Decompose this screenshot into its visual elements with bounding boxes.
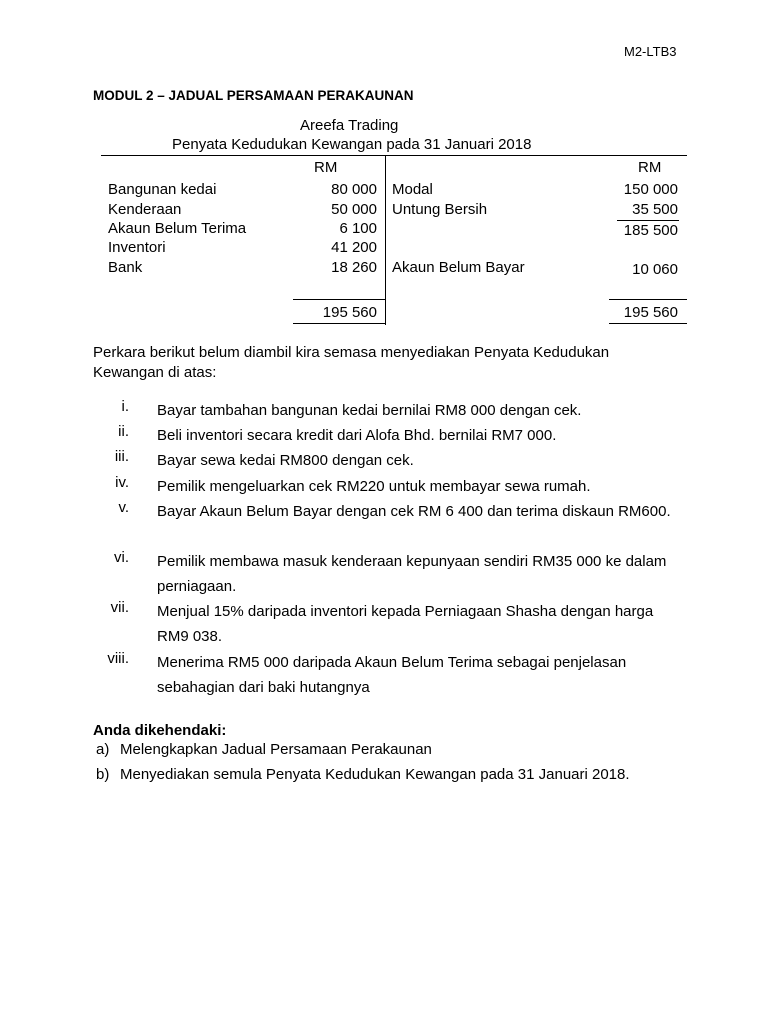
item-number: vi. [114,549,129,566]
item-text: Bayar Akaun Belum Bayar dengan cek RM 6 400 dan terima diskaun RM600. [157,503,671,520]
company-name: Areefa Trading [300,117,399,134]
asset-value: 6 100 [339,220,377,237]
requirement-text: Melengkapkan Jadual Persamaan Perakaunan [120,741,432,758]
liability-value: 35 500 [632,201,678,218]
liability-subtotal: 185 500 [623,222,678,239]
item-text: Pemilik membawa masuk kenderaan kepunyaan sendiri RM35 000 ke dalam perniagaan. [157,553,667,595]
asset-value: 18 260 [331,259,377,276]
item-text: Bayar tambahan bangunan kedai bernilai RM8 000 dengan cek. [157,402,582,419]
item-text: Menjual 15% daripada inventori kepada Perniagaan Shasha dengan harga RM9 038. [157,603,654,645]
total-left: 195 560 [322,304,377,321]
module-title: MODUL 2 – JADUAL PERSAMAAN PERAKAUNAN [93,88,414,103]
item-text: Pemilik mengeluarkan cek RM220 untuk membayar sewa rumah. [157,478,591,495]
table-top-rule [101,155,687,156]
liability-value: 10 060 [632,261,678,278]
item-text: Beli inventori secara kredit dari Alofa Bhd. bernilai RM7 000. [157,427,557,444]
total-rule-left-bottom [293,323,385,324]
subtotal-rule [617,220,679,221]
asset-label: Kenderaan [108,201,182,218]
item-number: v. [118,499,129,516]
liability-label: Modal [392,181,433,198]
asset-value: 50 000 [331,201,377,218]
item-number: i. [121,398,129,415]
total-rule-right-top [609,299,687,300]
asset-label: Akaun Belum Terima [108,220,247,237]
asset-value: 80 000 [331,181,377,198]
intro-paragraph: Perkara berikut belum diambil kira semasa menyediakan Penyata Kedudukan Kewangan di atas: [93,344,610,381]
requirement-text: Menyediakan semula Penyata Kedudukan Kewangan pada 31 Januari 2018. [120,766,630,783]
statement-title: Penyata Kedudukan Kewangan pada 31 Januari 2018 [172,136,532,153]
page-code: M2-LTB3 [624,44,677,59]
item-text: Menerima RM5 000 daripada Akaun Belum Terima sebagai penjelasan sebahagian dari baki hutangnya [157,654,627,696]
item-number: vii. [110,599,129,616]
liability-label: Untung Bersih [392,201,488,218]
total-right: 195 560 [623,304,678,321]
requirement-label: b) [96,766,110,783]
item-text: Bayar sewa kedai RM800 dengan cek. [157,452,414,469]
item-number: ii. [118,423,129,440]
liability-label: Akaun Belum Bayar [392,259,525,276]
asset-label: Bangunan kedai [108,181,217,198]
requirement-label: a) [96,741,110,758]
total-rule-right-bottom [609,323,687,324]
currency-right: RM [638,159,662,176]
table-center-divider [385,155,386,325]
currency-left: RM [314,159,338,176]
asset-value: 41 200 [331,239,377,256]
item-number: viii. [107,650,129,667]
liability-value: 150 000 [623,181,678,198]
asset-label: Inventori [108,239,166,256]
total-rule-left-top [293,299,385,300]
asset-label: Bank [108,259,143,276]
item-number: iii. [114,448,129,465]
requirements-heading: Anda dikehendaki: [93,722,227,739]
item-number: iv. [115,474,129,491]
